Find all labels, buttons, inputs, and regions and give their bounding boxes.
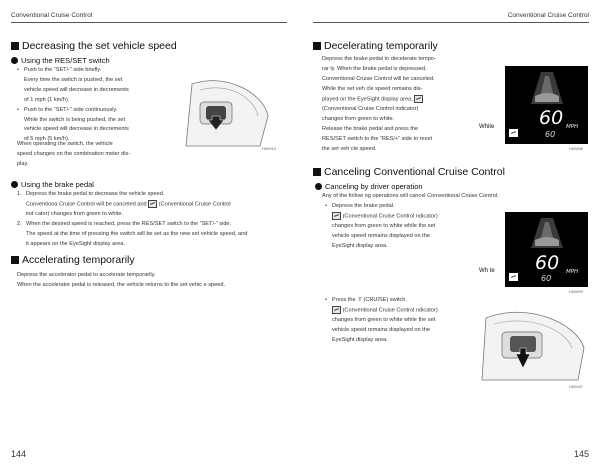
cruise-indicator-icon	[332, 212, 341, 220]
indicator-color-label: Wh te	[479, 268, 495, 274]
cancel-intro: Any of the follow ng operations will cancel Conventional Cruise Control.	[322, 193, 499, 199]
page-number-right: 145	[573, 449, 589, 459]
cancel-subheading: Canceling by driver operation	[315, 182, 423, 191]
running-header-right: Conventional Cruise Control	[507, 12, 589, 19]
decrease-body: • Push to the “SET/-” side briefly. Every time the switch is pushed, the set vehicle speed will decrease in decrements of 1 mph (1 km/h). • Push to the “SET/-” side continuously. While the switch is being pushed, the set vehicle speed will decrease in decrements of 5 mph (5 km/h).	[17, 66, 167, 145]
accelerate-heading: Accelerating temporarily	[11, 254, 135, 266]
decrease-heading: Decreasing the set vehicle speed	[11, 40, 177, 52]
decelerate-body: Depress the brake pedal to decelerate tempo- rar ly. When the brake pedal is depressed, Conventional Cruise Control will be canceled. While the set veh cle speed remains dis- played on the EyeSight display area, (Conventional Cruise Control indicator) changes from green to white. Release the brake pedal and press the RES/SET switch to the “RES/+” side to reset the set veh cle speed.	[322, 56, 436, 152]
cruise-indicator-icon	[332, 306, 341, 314]
figure-code: H00899	[569, 289, 584, 294]
running-header-left: Conventional Cruise Control	[11, 12, 93, 19]
cruise-indicator-icon	[148, 200, 157, 208]
lane-graphic-icon	[529, 70, 565, 106]
brake-steps: 1. Depress the brake pedal to decrease the vehicle speed. Conventiona Cruise Control will be canceled and (Conventional Cruise Control ind cator) changes from green to white. 2. When the desired speed is reached, press the RES/SET switch to the “SET/-” side. The speed at the time of pressing the switch will be set as the new set vehicle speed, and it appears on the EyeSight display area.	[17, 191, 248, 248]
display-set-speed: 60	[545, 130, 556, 139]
figure-code: H00910	[262, 146, 277, 151]
eyesight-display-decelerate	[505, 66, 588, 144]
decelerate-heading: Decelerating temporarily	[313, 40, 438, 52]
heading-square-icon	[313, 42, 321, 50]
figure-code: H00896	[569, 146, 584, 151]
subheading-dot-icon	[11, 57, 18, 64]
display-speed: 60	[539, 107, 564, 129]
cancel-brake-bullet: • Depress the brake pedal. (Conventional Cruise Control ndicator) changes from green to white while the set vehicle speed remains displayed on the EyeSight display area.	[325, 202, 465, 252]
display-unit: MPH	[566, 269, 579, 275]
cruise-switch-icon: ⇧̈	[357, 297, 362, 303]
steering-cruise-switch-illustration	[480, 308, 588, 382]
display-speed: 60	[535, 252, 560, 274]
lane-graphic-icon	[529, 216, 565, 250]
eyesight-display-cancel	[505, 212, 588, 287]
decrease-after-text: When operating the switch, the vehicle speed changes on the combination meter dis- play.	[17, 141, 131, 167]
cancel-heading: Canceling Conventional Cruise Control	[313, 166, 505, 178]
page-number-left: 144	[11, 449, 27, 459]
heading-square-icon	[11, 42, 19, 50]
cruise-indicator-white-icon	[509, 129, 518, 137]
cancel-cruise-bullet: • Press the ⇧̈ (CRUISE) switch. (Conventional Cruise Control ndicator) changes from green to white while the set vehicle speed remains displayed on the EyeSight display area.	[325, 296, 465, 346]
accelerate-body: Depress the accelerator pedal to accelerate temporarily. When the accelerator pedal is released, the vehicle returns to the set vehic e speed.	[17, 272, 226, 288]
decrease-subheading: Using the RES/SET switch	[11, 56, 110, 65]
header-rule-left	[11, 22, 287, 23]
heading-square-icon	[11, 256, 19, 264]
header-rule-right	[313, 22, 589, 23]
indicator-color-label: White	[479, 124, 495, 130]
subheading-dot-icon	[11, 181, 18, 188]
figure-code: H00947	[569, 384, 584, 389]
brake-subheading: Using the brake pedal	[11, 180, 94, 189]
display-unit: MPH	[566, 124, 579, 130]
cruise-indicator-icon	[414, 95, 423, 103]
subheading-dot-icon	[315, 183, 322, 190]
cruise-indicator-white-icon	[509, 273, 518, 281]
display-set-speed: 60	[541, 274, 552, 283]
heading-square-icon	[313, 168, 321, 176]
steering-switch-illustration	[182, 76, 272, 148]
